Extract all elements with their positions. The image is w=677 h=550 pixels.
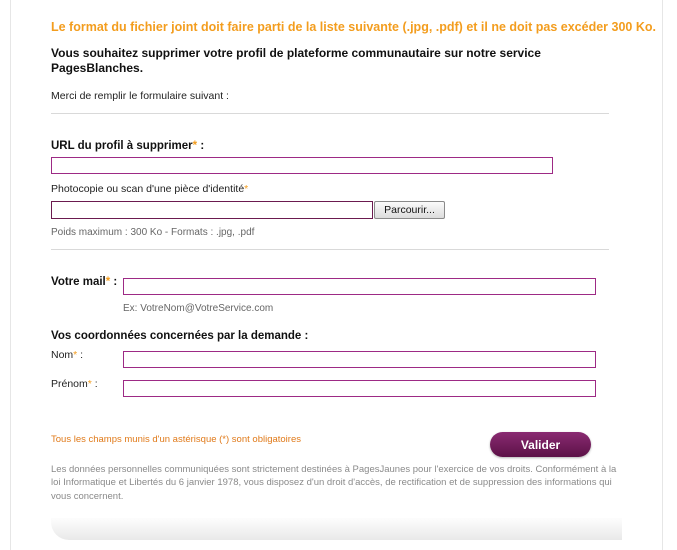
required-star: * — [73, 349, 78, 361]
email-input[interactable] — [123, 278, 596, 295]
separator — [51, 249, 609, 250]
submit-button[interactable]: Valider — [490, 432, 591, 457]
form-intro: Vous souhaitez supprimer votre profil de plateforme communautaire sur notre service PagesBlanches. — [51, 46, 541, 75]
page-frame-right — [662, 0, 663, 550]
required-star: * — [192, 140, 198, 152]
form-instruction: Merci de remplir le formulaire suivant : — [51, 90, 229, 102]
file-path-input[interactable] — [51, 201, 373, 219]
page-frame-left — [10, 0, 11, 550]
file-hint: Poids maximum : 300 Ko - Formats : .jpg, .pdf — [51, 227, 255, 238]
url-input[interactable] — [51, 157, 553, 174]
mail-label: Votre mail* : — [51, 276, 118, 288]
url-label: URL du profil à supprimer* : — [51, 140, 205, 152]
required-fields-note: Tous les champs munis d'un astérisque (*) sont obligatoires — [51, 434, 301, 445]
separator — [51, 113, 609, 114]
file-format-warning: Le format du fichier joint doit faire parti de la liste suivante (.jpg, .pdf) et il ne doit pas excéder 300 Ko. — [51, 20, 656, 34]
prenom-input[interactable] — [123, 380, 596, 397]
required-star: * — [244, 183, 249, 195]
browse-button[interactable]: Parcourir... — [374, 201, 445, 219]
nom-input[interactable] — [123, 351, 596, 368]
required-star: * — [87, 378, 92, 390]
form-bottom-bar — [51, 518, 622, 540]
required-star: * — [105, 276, 111, 288]
mail-hint: Ex: VotreNom@VotreService.com — [123, 303, 274, 314]
prenom-label: Prénom* : — [51, 378, 98, 390]
id-document-label: Photocopie ou scan d'une pièce d'identité* — [51, 183, 249, 195]
coords-heading: Vos coordonnées concernées par la demande : — [51, 330, 309, 342]
nom-label: Nom* : — [51, 349, 84, 361]
legal-notice: Les données personnelles communiquées sont strictement destinées à PagesJaunes pour l'exercice de vos droits. Conformément à la loi Informatique et Libertés du 6 janvier 1978, vous disposez d'un droit d'accès, de rectification et de suppression des informations qui vous concernent. — [51, 464, 617, 502]
